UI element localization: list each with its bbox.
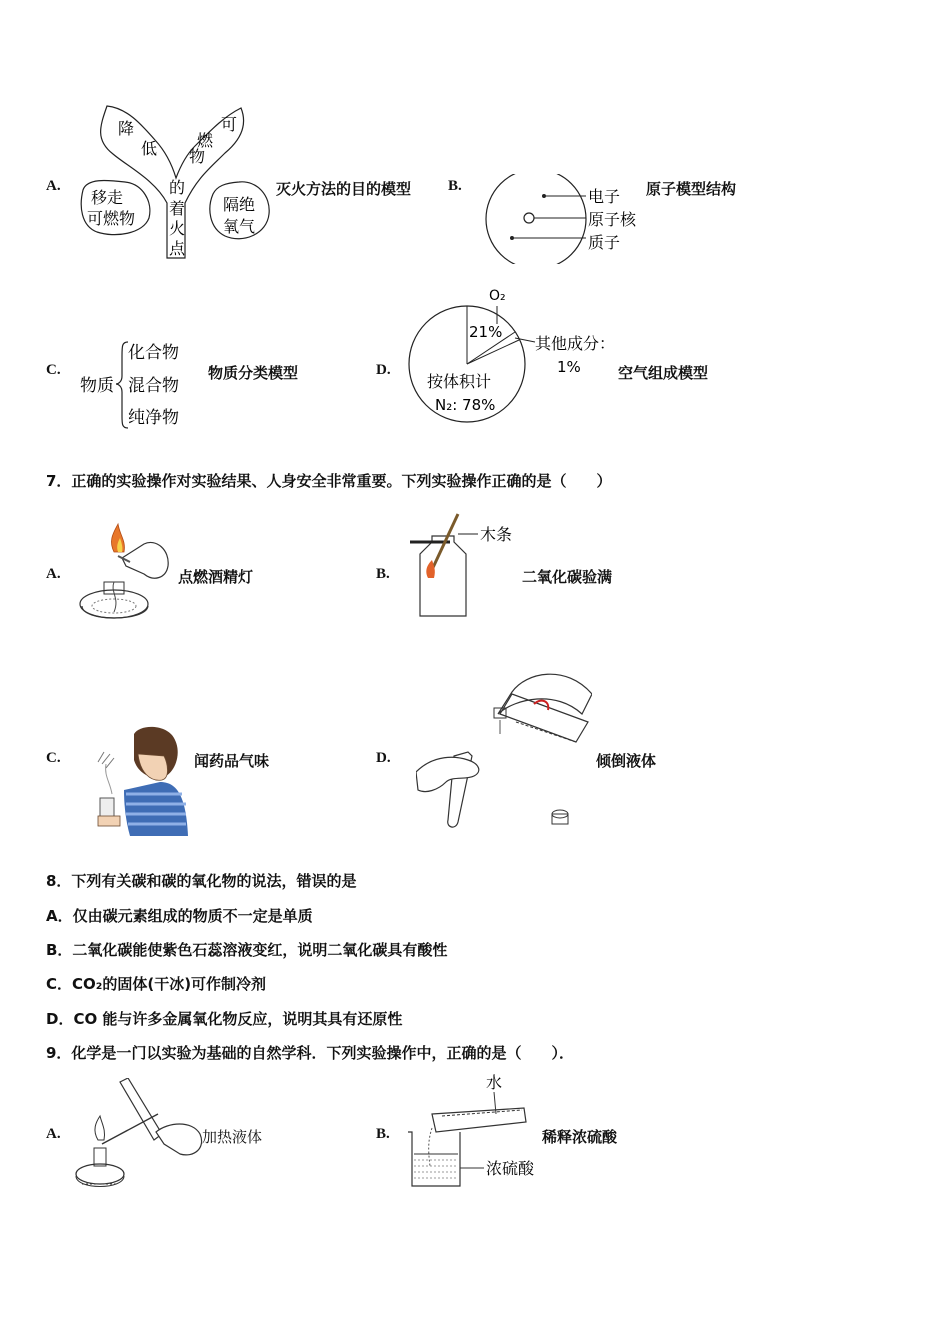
heating-liquid-figure <box>72 1078 204 1190</box>
atom-label-nucleus: 原子核 <box>588 210 637 229</box>
fire-model-text-center-2: 着 <box>169 199 186 218</box>
classification-branch-3: 纯净物 <box>128 408 179 428</box>
air-n2-label: N₂: 78% <box>435 396 496 414</box>
q7-option-c-caption: 闻药品气味 <box>194 752 270 770</box>
classification-root: 物质 <box>80 376 114 396</box>
fire-model-text-top-left-1: 降 <box>118 119 135 138</box>
fire-model-text-left-2: 可燃物 <box>87 209 136 228</box>
fire-extinguish-model-figure <box>75 98 275 268</box>
dilution-acid-label: 浓硫酸 <box>486 1159 535 1178</box>
q6-option-c-letter: C. <box>46 362 61 378</box>
co2-full-test-figure <box>406 512 526 624</box>
q9-option-a-caption: 加热液体 <box>202 1128 263 1146</box>
q8-option-a: A．仅由碳元素组成的物质不一定是单质 <box>46 907 313 925</box>
q8-option-b: B．二氧化碳能使紫色石蕊溶液变红，说明二氧化碳具有酸性 <box>46 941 448 959</box>
air-other-percent: 1% <box>557 358 581 376</box>
air-o2-percent: 21% <box>469 323 503 341</box>
q9-option-a-letter: A. <box>46 1126 61 1142</box>
fire-model-text-right-1: 隔绝 <box>223 195 256 214</box>
smelling-reagent-figure <box>90 724 192 840</box>
fire-model-text-center-4: 点 <box>169 239 186 258</box>
air-other-label: 其他成分： <box>535 334 615 353</box>
fire-model-text-center-1: 的 <box>169 178 186 197</box>
q7-option-b-letter: B. <box>376 566 390 582</box>
q6-option-d-caption: 空气组成模型 <box>618 364 709 382</box>
air-o2-label: O₂ <box>489 288 506 304</box>
fire-model-text-top-right-1: 燃 <box>197 131 214 150</box>
q7-option-a-caption: 点燃酒精灯 <box>178 568 254 586</box>
q7-option-c-letter: C. <box>46 750 61 766</box>
q6-option-b-caption: 原子模型结构 <box>646 180 737 198</box>
q6-option-a-caption: 灭火方法的目的模型 <box>276 180 412 198</box>
pouring-liquid-figure <box>416 664 592 834</box>
q8-option-c: C．CO₂的固体(干冰)可作制冷剂 <box>46 975 267 993</box>
fire-model-text-top-left-2: 低 <box>141 139 158 158</box>
q8-option-d: D．CO 能与许多金属氧化物反应，说明其具有还原性 <box>46 1010 403 1028</box>
q6-option-d-letter: D. <box>376 362 391 378</box>
fire-model-text-center-3: 火 <box>169 219 186 238</box>
dilute-sulfuric-acid-figure <box>402 1070 552 1192</box>
fire-model-text-right-2: 氧气 <box>223 217 256 236</box>
atom-label-proton: 质子 <box>588 233 621 252</box>
q7-option-d-letter: D. <box>376 750 391 766</box>
fire-model-text-top-right-2: 可 <box>221 115 238 134</box>
classification-branch-2: 混合物 <box>128 376 179 396</box>
q7-option-a-letter: A. <box>46 566 61 582</box>
dilution-water-label: 水 <box>486 1073 503 1092</box>
atom-model-figure <box>482 174 652 264</box>
q9-option-b-caption: 稀释浓硫酸 <box>542 1128 618 1146</box>
fire-model-text-top-right-3: 物 <box>189 147 206 166</box>
classification-model-figure <box>78 336 198 432</box>
q9-question-text: 9．化学是一门以实验为基础的自然学科．下列实验操作中，正确的是（ ）． <box>46 1044 574 1062</box>
q9-option-b-letter: B. <box>376 1126 390 1142</box>
q6-option-a-letter: A. <box>46 178 61 194</box>
classification-branch-1: 化合物 <box>128 343 179 363</box>
q6-option-c-caption: 物质分类模型 <box>208 364 299 382</box>
q7-option-b-caption: 二氧化碳验满 <box>522 568 613 586</box>
air-composition-pie-figure <box>405 284 615 430</box>
alcohol-lamp-lighting-figure <box>74 522 174 630</box>
atom-label-electron: 电子 <box>588 187 621 206</box>
q6-option-b-letter: B. <box>448 178 462 194</box>
fire-model-text-left-1: 移走 <box>91 188 124 207</box>
co2-test-stick-label: 木条 <box>480 525 513 544</box>
q7-question-text: 7．正确的实验操作对实验结果、人身安全非常重要。下列实验操作正确的是（ ） <box>46 472 612 490</box>
q7-option-d-caption: 倾倒液体 <box>596 752 657 770</box>
air-volume-label: 按体积计 <box>427 372 492 391</box>
q8-question-text: 8．下列有关碳和碳的氧化物的说法，错误的是 <box>46 872 357 890</box>
